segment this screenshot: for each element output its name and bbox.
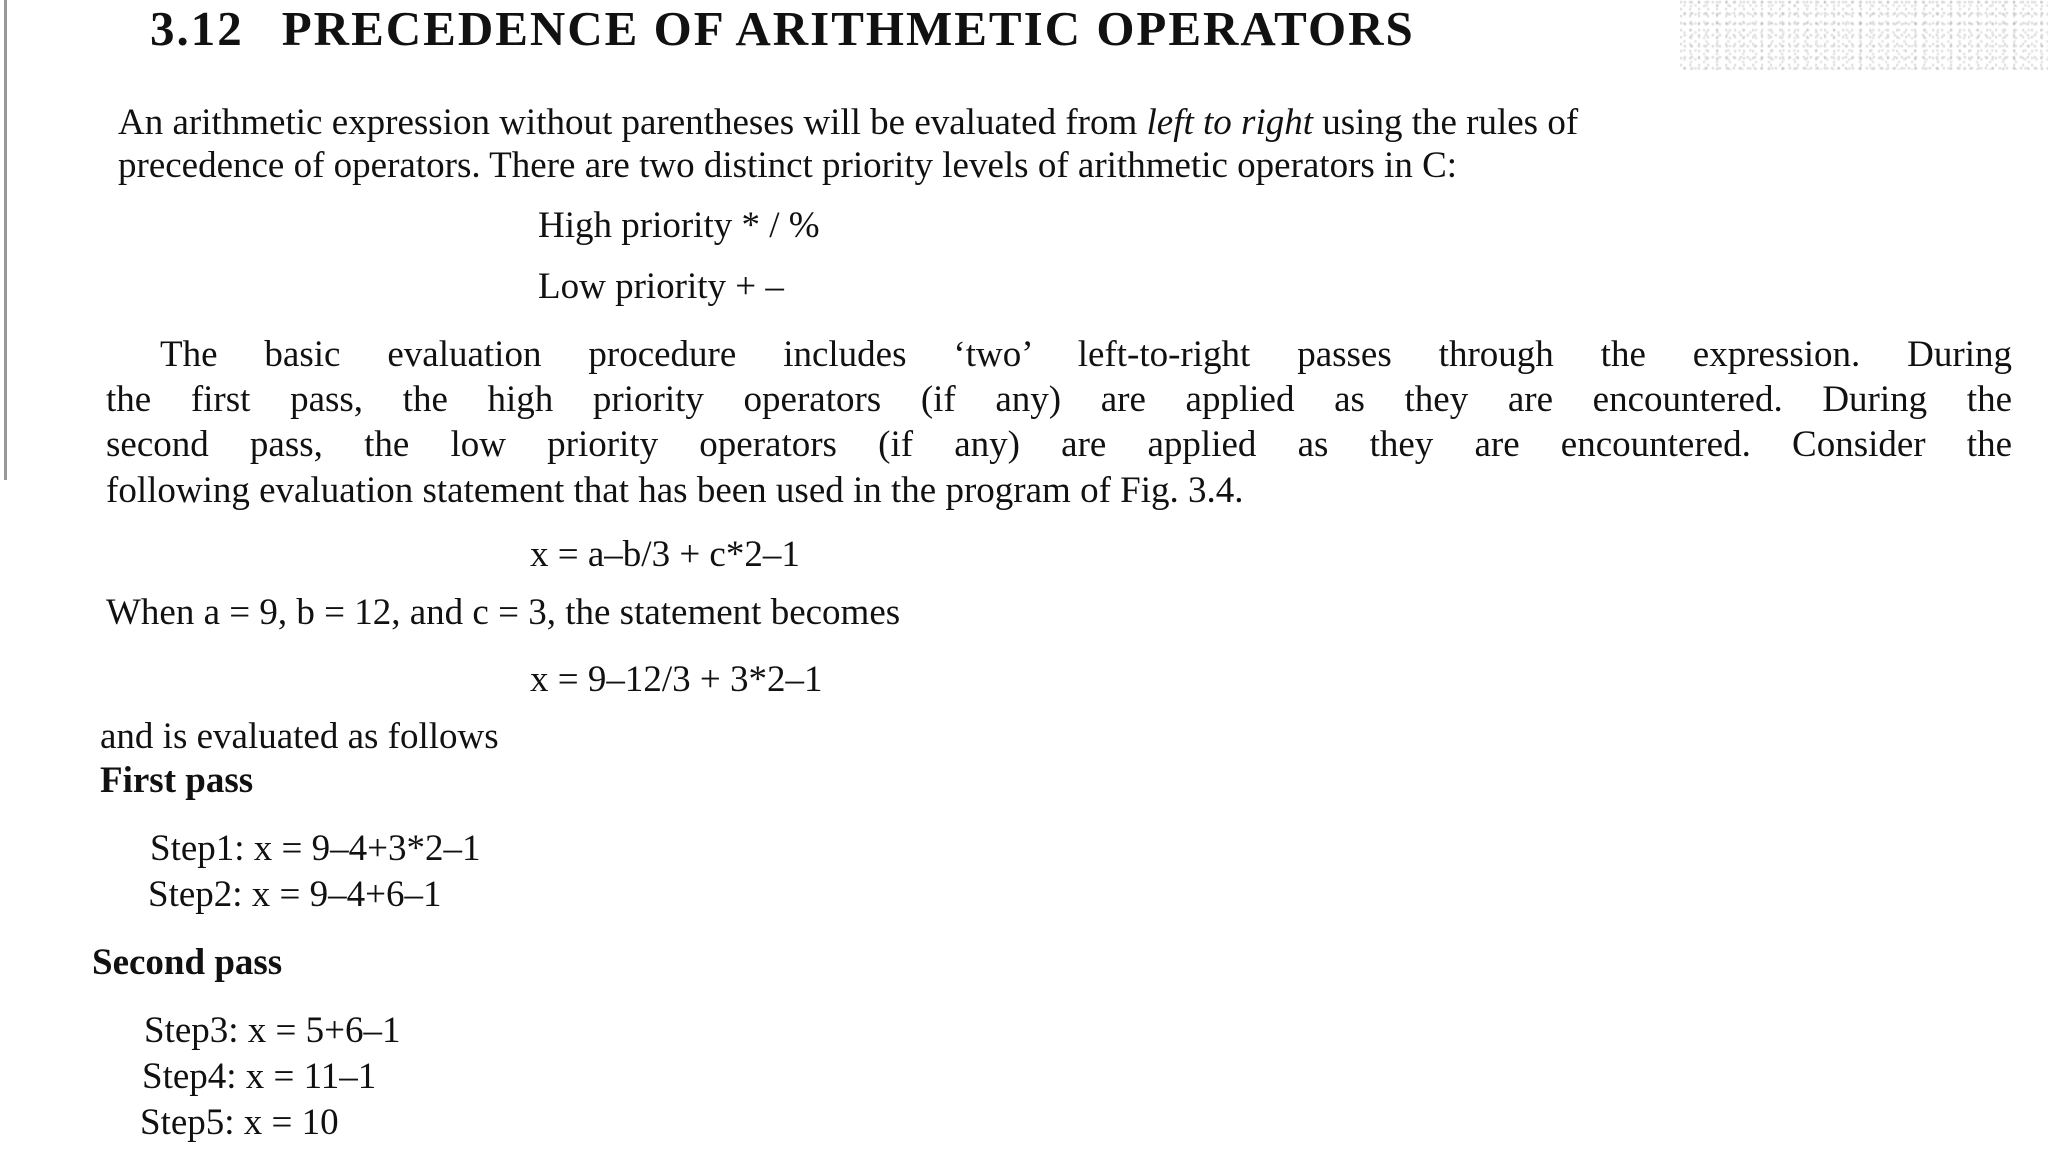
- low-priority-line: Low priority + –: [538, 266, 784, 307]
- procedure-line-2: the first pass, the high priority operators (if any) are applied as they are encountered. During the: [106, 379, 2012, 420]
- section-heading: [150, 1, 1415, 56]
- scan-noise: [1680, 0, 2048, 70]
- intro-line-2: precedence of operators. There are two distinct priority levels of arithmetic operators in C:: [118, 145, 1458, 186]
- section-number: 3.12: [150, 1, 244, 56]
- intro-text-after: using the rules of: [1313, 102, 1579, 143]
- intro-text-before: An arithmetic expression without parentheses will be evaluated from: [118, 102, 1147, 143]
- second-pass-title: Second pass: [92, 942, 283, 983]
- high-priority-line: High priority * / %: [538, 205, 820, 246]
- statement-formula: x = a–b/3 + c*2–1: [530, 534, 800, 575]
- procedure-line-3: second pass, the low priority operators (if any) are applied as they are encountered. Consider the: [106, 424, 2012, 465]
- evaluated-line: and is evaluated as follows: [100, 716, 499, 757]
- page-edge: [4, 0, 7, 480]
- intro-emphasis: left to right: [1146, 102, 1314, 143]
- step-5: Step5: x = 10: [140, 1102, 339, 1143]
- step-1: Step1: x = 9–4+3*2–1: [150, 828, 481, 869]
- step-3: Step3: x = 5+6–1: [144, 1010, 401, 1051]
- when-line: When a = 9, b = 12, and c = 3, the statement becomes: [106, 592, 901, 633]
- section-title: PRECEDENCE OF ARITHMETIC OPERATORS: [281, 1, 1415, 56]
- step-2: Step2: x = 9–4+6–1: [148, 874, 442, 915]
- procedure-line-4: following evaluation statement that has been used in the program of Fig. 3.4.: [106, 470, 1244, 511]
- substituted-formula: x = 9–12/3 + 3*2–1: [530, 659, 823, 700]
- intro-line-1: [118, 104, 1578, 141]
- step-4: Step4: x = 11–1: [142, 1056, 377, 1097]
- first-pass-title: First pass: [100, 760, 254, 801]
- procedure-line-1: The basic evaluation procedure includes ‘two’ left-to-right passes through the expression. During: [160, 334, 2012, 375]
